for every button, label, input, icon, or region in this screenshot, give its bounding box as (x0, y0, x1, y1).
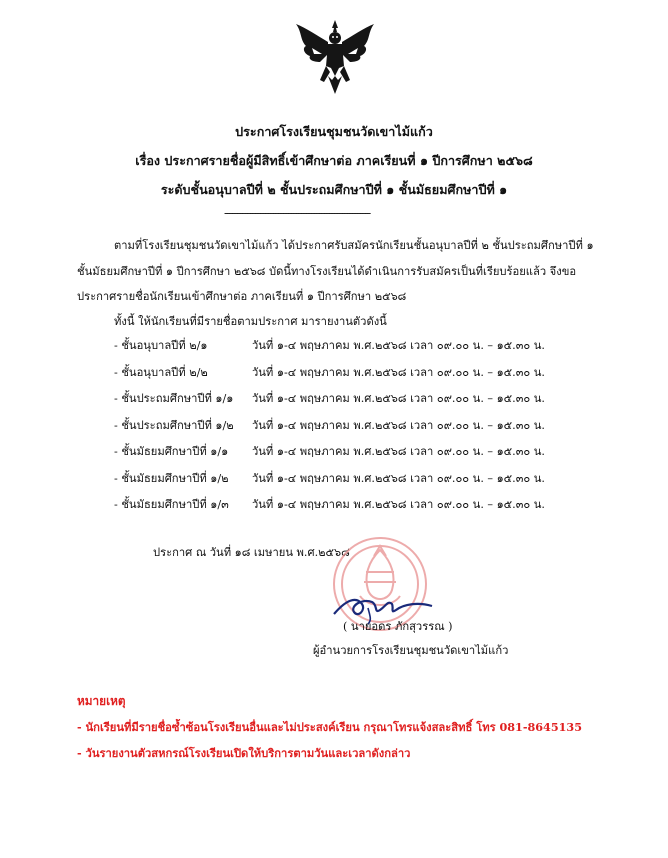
instruction-line: ทั้งนี้ ให้นักเรียนที่มีรายชื่อตามประกาศ มารายงานตัวดังนี้ (114, 315, 387, 328)
schedule-datetime: วันที่ ๑-๔ พฤษภาคม พ.ศ.๒๕๖๘ เวลา ๐๙.๐๐ น. – ๑๕.๓๐ น. (252, 498, 545, 511)
body-paragraph-line-3: ประกาศรายชื่อนักเรียนเข้าศึกษาต่อ ภาคเรียนที่ ๑ ปีการศึกษา ๒๕๖๘ (77, 290, 407, 303)
notes-heading: หมายเหตุ (77, 694, 126, 708)
schedule-datetime: วันที่ ๑-๔ พฤษภาคม พ.ศ.๒๕๖๘ เวลา ๐๙.๐๐ น. – ๑๕.๓๐ น. (252, 471, 545, 485)
note-item: - นักเรียนที่มีรายชื่อซ้ำซ้อนโรงเรียนอื่นและไม่ประสงค์เรียน กรุณาโทรแจ้งสละสิทธิ์ โทร 081-8645135 (77, 720, 582, 734)
subject-title: เรื่อง ประกาศรายชื่อผู้มีสิทธิ์เข้าศึกษาต่อ ภาคเรียนที่ ๑ ปีการศึกษา ๒๕๖๘ (135, 153, 533, 168)
schedule-level: - ชั้นมัธยมศึกษาปีที่ ๑/๑ (114, 445, 229, 458)
schedule-list (114, 336, 614, 522)
schedule-datetime: วันที่ ๑-๔ พฤษภาคม พ.ศ.๒๕๖๘ เวลา ๐๙.๐๐ น. – ๑๕.๓๐ น. (252, 445, 545, 458)
body-paragraph-line-2: ชั้นมัธยมศึกษาปีที่ ๑ ปีการศึกษา ๒๕๖๘ บัดนี้ทางโรงเรียนได้ดำเนินการรับสมัครเป็นที่เรียบร้อยแล้ว จึงขอ (77, 265, 577, 278)
note-item: - วันรายงานตัวสหกรณ์โรงเรียนเปิดให้บริการตามวันและเวลาดังกล่าว (77, 746, 411, 760)
schedule-level: - ชั้นมัธยมศึกษาปีที่ ๑/๓ (114, 498, 229, 511)
signatory-name: ( นายอดร ภักสุวรรณ ) (343, 620, 453, 633)
schedule-level: - ชั้นอนุบาลปีที่ ๒/๒ (114, 365, 208, 379)
schedule-datetime: วันที่ ๑-๔ พฤษภาคม พ.ศ.๒๕๖๘ เวลา ๐๙.๐๐ น. – ๑๕.๓๐ น. (252, 365, 545, 379)
schedule-level: - ชั้นอนุบาลปีที่ ๒/๑ (114, 339, 208, 352)
schedule-row (114, 416, 614, 443)
schedule-datetime: วันที่ ๑-๔ พฤษภาคม พ.ศ.๒๕๖๘ เวลา ๐๙.๐๐ น. – ๑๕.๓๐ น. (252, 339, 545, 352)
schedule-level: - ชั้นประถมศึกษาปีที่ ๑/๒ (114, 418, 234, 432)
schedule-row (114, 442, 614, 469)
page-title: ประกาศโรงเรียนชุมชนวัดเขาไม้แก้ว (235, 124, 433, 139)
body-paragraph-line-1: ตามที่โรงเรียนชุมชนวัดเขาไม้แก้ว ได้ประกาศรับสมัครนักเรียนชั้นอนุบาลปีที่ ๒ ชั้นประถมศึกษาปีที่ ๑ (114, 239, 594, 252)
signatory-position: ผู้อำนวยการโรงเรียนชุมชนวัดเขาไม้แก้ว (313, 644, 509, 657)
schedule-datetime: วันที่ ๑-๔ พฤษภาคม พ.ศ.๒๕๖๘ เวลา ๐๙.๐๐ น. – ๑๕.๓๐ น. (252, 418, 545, 432)
schedule-row (114, 363, 614, 390)
schedule-datetime: วันที่ ๑-๔ พฤษภาคม พ.ศ.๒๕๖๘ เวลา ๐๙.๐๐ น. – ๑๕.๓๐ น. (252, 392, 545, 405)
separator-line: --------------------------------------------------------- (224, 206, 370, 220)
schedule-row (114, 336, 614, 363)
level-title: ระดับชั้นอนุบาลปีที่ ๒ ชั้นประถมศึกษาปีที่ ๑ ชั้นมัธยมศึกษาปีที่ ๑ (160, 182, 508, 197)
schedule-row (114, 495, 614, 522)
announcement-date: ประกาศ ณ วันที่ ๑๘ เมษายน พ.ศ.๒๕๖๘ (153, 546, 350, 559)
schedule-level: - ชั้นมัธยมศึกษาปีที่ ๑/๒ (114, 471, 229, 485)
schedule-row (114, 469, 614, 496)
schedule-level: - ชั้นประถมศึกษาปีที่ ๑/๑ (114, 392, 234, 405)
garuda-emblem-icon (292, 18, 378, 98)
schedule-row (114, 389, 614, 416)
